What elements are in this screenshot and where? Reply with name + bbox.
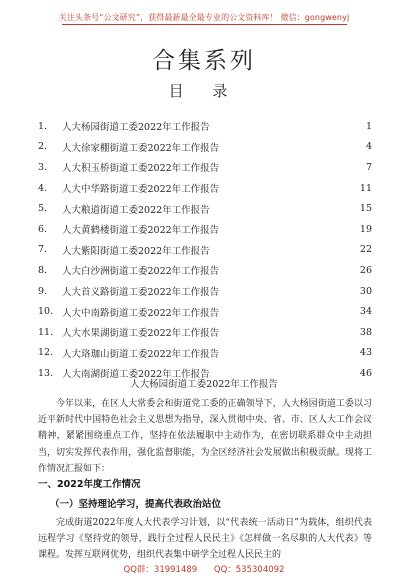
toc-page: 15	[359, 203, 372, 215]
toc-number: 1.	[38, 120, 48, 132]
header-banner: 关注头条号“公文研究”，获得最新最全最专业的公文资料库！ 微信：gongwenyj	[58, 13, 350, 22]
toc-text: 人大黄鹤楼街道工委2022年工作报告	[62, 225, 220, 237]
toc-entry	[38, 157, 372, 178]
toc-text: 人大水果湖街道工委2022年工作报告	[62, 328, 220, 340]
toc-text: 人大首义路街道工委2022年工作报告	[62, 287, 220, 299]
toc-number: 10.	[38, 306, 54, 318]
toc-page: 46	[359, 367, 372, 379]
heading-level-2: （一）坚持理论学习，提高代表政治站位	[50, 499, 222, 510]
toc-page: 7	[365, 161, 372, 173]
toc-number: 3.	[38, 161, 48, 173]
toc-page: 30	[359, 285, 372, 297]
table-of-contents	[38, 116, 372, 384]
toc-page: 34	[359, 306, 372, 318]
toc-number: 6.	[38, 223, 48, 235]
toc-text: 人大中南路街道工委2022年工作报告	[62, 307, 220, 319]
toc-entry	[38, 219, 372, 240]
toc-page: 38	[359, 326, 372, 338]
toc-text: 人大杨园街道工委2022年工作报告	[62, 122, 210, 134]
toc-entry	[38, 178, 372, 199]
toc-entry	[38, 343, 372, 364]
toc-page: 26	[359, 264, 372, 276]
toc-number: 12.	[38, 347, 54, 359]
toc-number: 11.	[38, 326, 54, 338]
toc-entry	[38, 260, 372, 281]
toc-number: 9.	[38, 285, 48, 297]
toc-entry	[38, 240, 372, 261]
toc-number: 4.	[38, 182, 48, 194]
toc-text: 人大南湖街道工委2022年工作报告	[62, 369, 210, 381]
heading-level-1: 一、2022年度工作情况	[38, 479, 141, 490]
toc-text: 人大中华路街道工委2022年工作报告	[62, 184, 220, 196]
toc-text: 人大粮道街道工委2022年工作报告	[62, 204, 210, 216]
toc-page: 22	[359, 244, 372, 256]
toc-heading: 目 录	[168, 82, 240, 100]
toc-page: 19	[359, 223, 372, 235]
toc-text: 人大徐家棚街道工委2022年工作报告	[62, 142, 220, 154]
intro-paragraph: 今年以来，在区人大常委会和街道党工委的正确领导下，人大杨园街道工委以习近平新时代中国特色社会主义思想为指导，深入贯彻中央、省、市、区人大工作会议精神，紧紧围绕重点工作，坚持在依法履职中主动作为，在密切联系群众中主动担当，切实发挥代表作用，强化监督职能，为全区经济社会发展做出积极贡献。现将工作情况汇报如下：	[38, 399, 372, 474]
toc-entry	[38, 281, 372, 302]
body-paragraph: 完成街道2022年度人大代表学习计划，以“代表统一活动日”为载体，组织代表远程学习《坚持党的领导，践行全过程人民民主》《怎样做一名尽职的人大代表》等课程。发挥互联网优势，组织代表集中研学全过程人民民主的	[38, 518, 372, 561]
toc-entry	[38, 301, 372, 322]
toc-number: 8.	[38, 264, 48, 276]
toc-entry	[38, 198, 372, 219]
toc-page: 1	[365, 120, 372, 132]
document-title: 合集系列	[152, 48, 256, 74]
toc-text: 人大白沙洲街道工委2022年工作报告	[62, 266, 220, 278]
toc-page: 4	[365, 141, 372, 153]
toc-page: 11	[359, 182, 372, 194]
toc-entry	[38, 116, 372, 137]
toc-text: 人大紫阳街道工委2022年工作报告	[62, 245, 210, 257]
toc-page: 43	[359, 347, 372, 359]
toc-entry	[38, 137, 372, 158]
section-title: 人大杨园街道工委2022年工作报告	[130, 379, 278, 390]
toc-number: 13.	[38, 367, 54, 379]
toc-entry	[38, 322, 372, 343]
footer-contact: QQ群：31991489 QQ：535304092	[123, 565, 285, 575]
toc-number: 2.	[38, 141, 48, 153]
header-divider	[62, 24, 347, 25]
toc-text: 人大积玉桥街道工委2022年工作报告	[62, 163, 220, 175]
toc-text: 人大珞珈山街道工委2022年工作报告	[62, 348, 220, 360]
toc-number: 5.	[38, 203, 48, 215]
toc-number: 7.	[38, 244, 48, 256]
